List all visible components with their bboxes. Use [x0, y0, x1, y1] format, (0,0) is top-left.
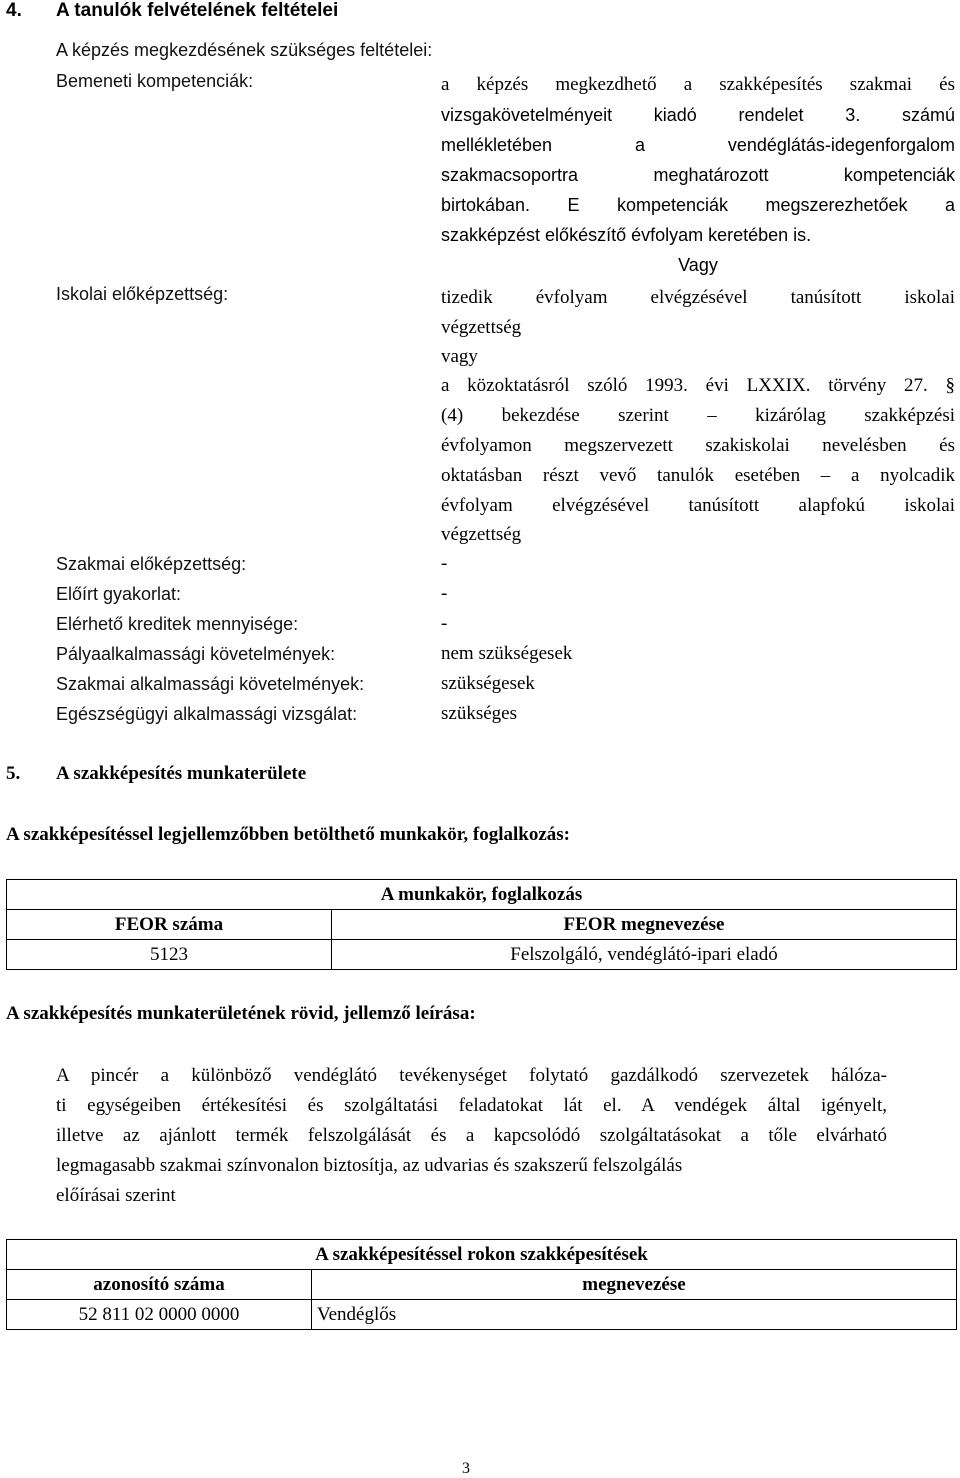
description-line: A pincér a különböző vendéglátó tevékenységet folytató gazdálkodó szervezetek hálóza-: [56, 1065, 887, 1086]
related-code-header: azonosító száma: [7, 1270, 312, 1300]
section4-number: 4.: [6, 0, 22, 21]
feor-code: 5123: [7, 940, 332, 970]
iskolai-line: évfolyam elvégzésével tanúsított alapfokú iskolai: [441, 495, 955, 516]
table-row: [7, 940, 957, 970]
vagy-center: Vagy: [678, 255, 718, 275]
iskolai-line: (4) bekezdése szerint – kizárólag szakképzési: [441, 405, 955, 426]
iskolai-line: végzettség: [441, 524, 522, 545]
section4-title: A tanulók felvételének feltételei: [56, 0, 339, 21]
iskolai-line: vagy: [441, 346, 478, 367]
feor-code-header: FEOR száma: [7, 910, 332, 940]
bemeneti-line: szakmacsoportra meghatározott kompetenciák: [441, 165, 955, 185]
req-label: Pályaalkalmassági követelmények:: [56, 644, 336, 664]
page-number: 3: [462, 1460, 470, 1477]
section5-title: A szakképesítés munkaterülete: [56, 763, 307, 784]
related-code: 52 811 02 0000 0000: [7, 1300, 312, 1330]
description-line: ti egységeiben értékesítési és szolgáltatási feladatokat lát el. A vendégek által igényelt,: [56, 1095, 887, 1116]
related-qualifications-table: [6, 1239, 957, 1330]
iskolai-line: tizedik évfolyam elvégzésével tanúsított iskolai: [441, 287, 955, 308]
occupation-table: [6, 879, 957, 970]
bemeneti-line: vizsgakövetelményeit kiadó rendelet 3. számú: [441, 105, 955, 125]
bemeneti-line: a képzés megkezdhető a szakképesítés szakmai és: [441, 74, 955, 95]
req-value: -: [441, 553, 448, 574]
description-line: legmagasabb szakmai színvonalon biztosítja, az udvarias és szakszerű felszolgálás: [56, 1155, 683, 1176]
related-name: Vendéglős: [312, 1300, 957, 1330]
req-label: Szakmai előképzettség:: [56, 554, 247, 574]
feor-name: Felszolgáló, vendéglátó-ipari eladó: [332, 940, 957, 970]
section5-number: 5.: [6, 763, 21, 784]
occupation-table-header: A munkakör, foglalkozás: [7, 880, 957, 910]
req-value: szükségesek: [441, 673, 535, 694]
subheading-description: A szakképesítés munkaterületének rövid, jellemző leírása:: [6, 1003, 476, 1024]
feor-name-header: FEOR megnevezése: [332, 910, 957, 940]
bemeneti-line: szakképzést előkészítő évfolyam keretében is.: [441, 225, 812, 245]
bemeneti-line: birtokában. E kompetenciák megszerezhetőek a: [441, 195, 955, 215]
req-value: -: [441, 613, 448, 634]
description-paragraph: [56, 1061, 887, 1211]
req-value: -: [441, 583, 448, 604]
iskolai-line: végzettség: [441, 317, 522, 338]
req-label: Előírt gyakorlat:: [56, 584, 182, 604]
related-table-header: A szakképesítéssel rokon szakképesítések: [7, 1240, 957, 1270]
related-name-header: megnevezése: [312, 1270, 957, 1300]
iskolai-line: évfolyamon megszervezett szakiskolai nevelésben és: [441, 435, 955, 456]
iskolai-line: oktatásban részt vevő tanulók esetében – a nyolcadik: [441, 465, 955, 486]
bemeneti-label: Bemeneti kompetenciák:: [56, 71, 254, 91]
req-label: Egészségügyi alkalmassági vizsgálat:: [56, 704, 358, 724]
description-line: illetve az ajánlott termék felszolgálását és a kapcsolódó szolgáltatásokat a tőle elvárható: [56, 1125, 887, 1146]
iskolai-line: a közoktatásról szóló 1993. évi LXXIX. törvény 27. §: [441, 375, 955, 396]
bemeneti-line: mellékletében a vendéglátás-idegenforgalom: [441, 135, 955, 155]
description-line: előírásai szerint: [56, 1185, 176, 1206]
table-row: [7, 1300, 957, 1330]
req-label: Elérhető kreditek mennyisége:: [56, 614, 299, 634]
iskolai-label: Iskolai előképzettség:: [56, 284, 229, 304]
req-label: Szakmai alkalmassági követelmények:: [56, 674, 365, 694]
section4-intro: A képzés megkezdésének szükséges feltételei:: [56, 40, 433, 60]
subheading-occupation: A szakképesítéssel legjellemzőbben betölthető munkakör, foglalkozás:: [6, 824, 571, 845]
req-value: szükséges: [441, 703, 517, 724]
req-value: nem szükségesek: [441, 643, 573, 664]
